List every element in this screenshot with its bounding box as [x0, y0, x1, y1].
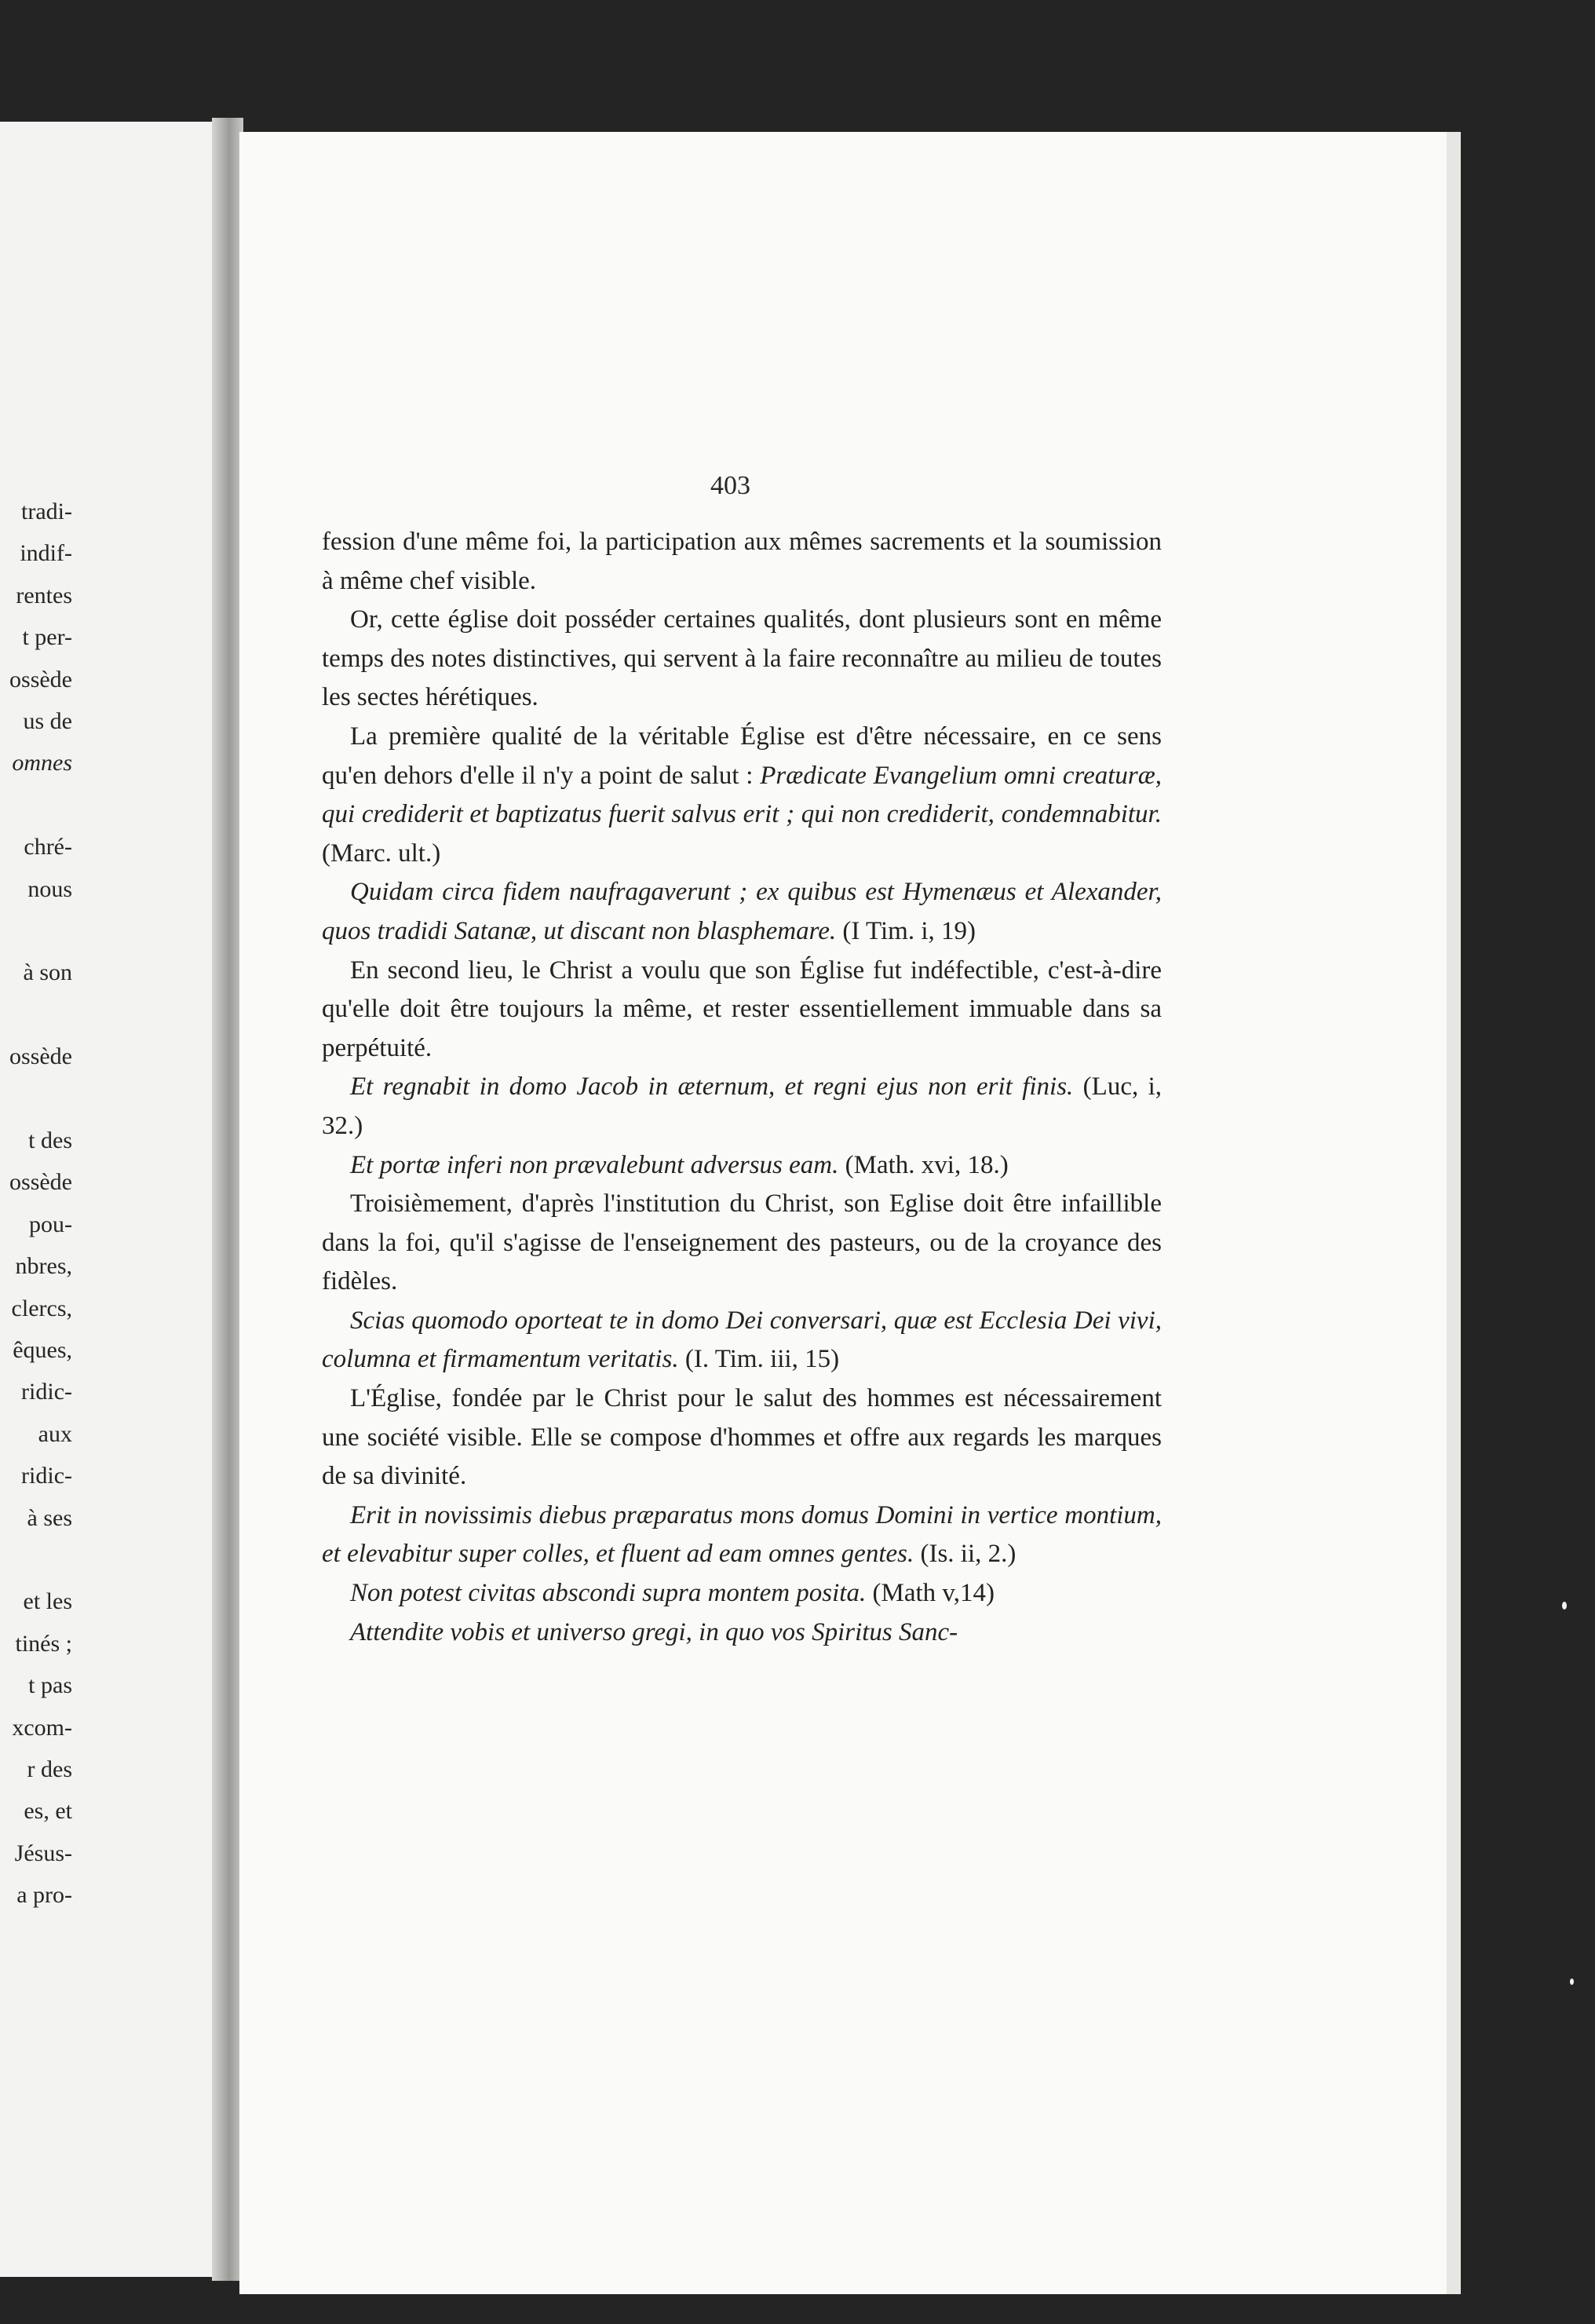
quote-paragraph [322, 1574, 1162, 1613]
quote-paragraph [322, 1496, 1162, 1574]
book-gutter [212, 118, 243, 2281]
citation: (I. Tim. iii, 15) [684, 1345, 840, 1374]
citation: (Math. xvi, 18.) [845, 1150, 1009, 1179]
left-page-line: nbres, [15, 1253, 72, 1280]
left-page-line: clercs, [11, 1295, 72, 1321]
left-page-line: êques, [13, 1337, 72, 1363]
left-page-line: t pas [28, 1672, 72, 1699]
citation: (Math v,14) [872, 1579, 995, 1608]
left-page-line: tinés ; [15, 1630, 72, 1657]
left-page-line: chré- [24, 834, 72, 861]
left-page-line: a pro- [16, 1882, 72, 1909]
left-page-line: ridic- [21, 1463, 72, 1489]
latin-quote: Quidam circa fidem naufragaverunt ; ex quibus est Hymenæus et Alexander, quos tradidi Satanæ, ut discant non blasphemare. [322, 878, 1162, 945]
citation: (Luc, i, 32.) [322, 1072, 1162, 1140]
page-body [322, 523, 1162, 1652]
citation: (Marc. ult.) [322, 839, 441, 868]
left-page-line: à ses [27, 1504, 72, 1531]
left-page-line: t per- [22, 624, 72, 651]
left-page-line: nous [27, 875, 72, 902]
page-number: 403 [710, 471, 750, 500]
citation: (Is. ii, 2.) [920, 1540, 1016, 1569]
quote-paragraph [322, 1146, 1162, 1186]
left-page-line: aux [38, 1420, 72, 1447]
paragraph: fession d'une même foi, la participation aux mêmes sacrements et la soumission à même chef visible. [322, 528, 1162, 595]
citation: (I Tim. i, 19) [842, 916, 976, 945]
left-page-line: et les [23, 1588, 72, 1615]
quote-paragraph [322, 873, 1162, 951]
left-page-line: à son [23, 959, 72, 986]
latin-quote: Prædicate Evangelium omni creaturæ, qui crediderit et baptizatus fuerit salvus erit ; qui non crediderit, condemnabitur. [322, 761, 1162, 829]
latin-quote: Et portæ inferi non prævalebunt adversus eam. [350, 1150, 839, 1179]
quote-paragraph [322, 1302, 1162, 1379]
left-page-line: ossède [9, 1169, 72, 1196]
left-page-line: ossède [9, 666, 72, 692]
left-page-line: Jésus- [14, 1840, 72, 1866]
left-page-line: omnes [12, 750, 72, 776]
left-page-line: tradi- [21, 499, 72, 524]
latin-quote: Erit in novissimis diebus præparatus mons domus Domini in vertice montium, et elevabitur super colles, et fluent ad eam omnes gentes. [322, 1500, 1162, 1569]
paragraph: En second lieu, le Christ a voulu que son Église fut indéfectible, c'est-à-dire qu'elle doit être toujours la même, et rester essentiellement immuable dans sa perpétuité. [322, 956, 1162, 1062]
scan-speck [1570, 1979, 1574, 1985]
paragraph [322, 718, 1162, 873]
paragraph-text: La première qualité de la véritable Église est d'être nécessaire, en ce sens qu'en dehors d'elle il n'y a point de salut : [322, 722, 1162, 790]
left-page-line: us de [23, 708, 72, 734]
left-page-line: rentes [16, 582, 72, 608]
paragraph: L'Église, fondée par le Christ pour le salut des hommes est nécessairement une société visible. Elle se compose d'hommes et offre aux regards les marques de sa divinité. [322, 1384, 1162, 1491]
paragraph: Or, cette église doit posséder certaines qualités, dont plusieurs sont en même temps des notes distinctives, qui servent à la faire reconnaître au milieu de toutes les sectes hérétiques. [322, 605, 1162, 712]
left-page-line: pou- [29, 1211, 72, 1237]
quote-paragraph [322, 1613, 1162, 1653]
latin-quote: Scias quomodo oporteat te in domo Dei conversari, quæ est Ecclesia Dei vivi, columna et firmamentum veritatis. [322, 1306, 1162, 1374]
left-page-line: xcom- [12, 1714, 72, 1741]
left-page-line: ridic- [21, 1379, 72, 1405]
latin-quote: Et regnabit in domo Jacob in æternum, et regni ejus non erit finis. [350, 1072, 1074, 1102]
left-page [0, 122, 216, 2277]
left-page-line: es, et [24, 1798, 72, 1825]
left-page-line: ossède [9, 1043, 72, 1070]
left-page-line: r des [27, 1756, 72, 1782]
quote-paragraph [322, 1068, 1162, 1146]
scan-speck [1562, 1602, 1567, 1610]
left-page-line: indif- [20, 540, 72, 567]
latin-quote: Non potest civitas abscondi supra montem posita. [350, 1579, 867, 1608]
left-page-line: t des [28, 1127, 72, 1153]
paragraph: Troisièmement, d'après l'institution du Christ, son Eglise doit être infaillible dans la foi, qu'il s'agisse de l'enseignement des pasteurs, ou de la croyance des fidèles. [322, 1189, 1162, 1296]
latin-quote: Attendite vobis et universo gregi, in quo vos Spiritus Sanc- [350, 1617, 958, 1646]
